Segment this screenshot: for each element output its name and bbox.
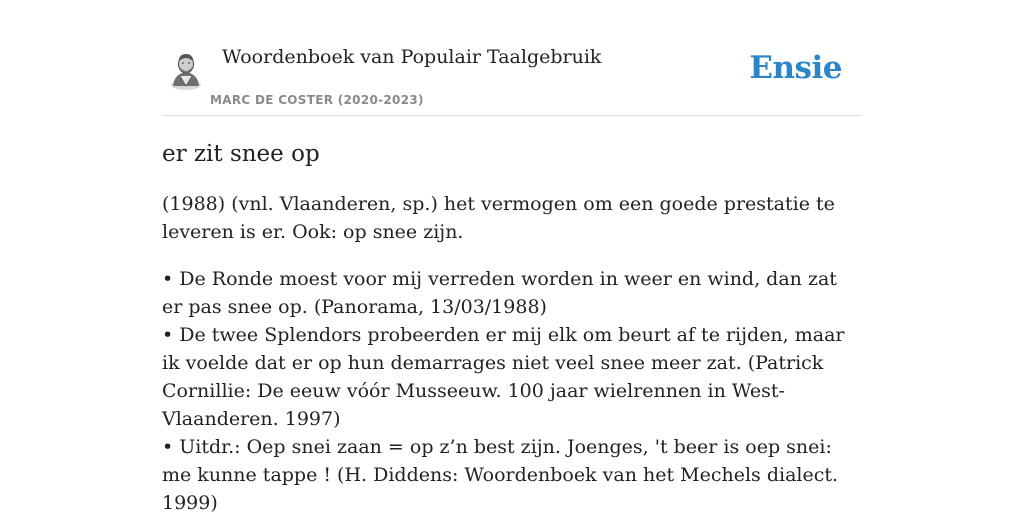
dictionary-title[interactable]: Woordenboek van Populair Taalgebruik — [222, 46, 602, 68]
author-portrait-icon — [168, 50, 204, 90]
dictionary-header — [162, 36, 862, 116]
example-item: • De twee Splendors probeerden er mij elk om beurt af te rijden, maar ik voelde dat er op hun demarrages niet veel snee meer zat. (Patrick Cornillie: De eeuw vóór Musseeuw. 100 jaar wielrennen in West-Vlaanderen. 1997) — [162, 324, 845, 430]
example-item: • De Ronde moest voor mij verreden worden in weer en wind, dan zat er pas snee op. (Panorama, 13/03/1988) — [162, 268, 837, 318]
entry-term: er zit snee op — [162, 141, 320, 167]
ensie-logo-link[interactable]: Ensie — [749, 50, 842, 86]
entry-examples — [162, 265, 862, 512]
author-byline[interactable]: MARC DE COSTER (2020-2023) — [210, 93, 424, 107]
entry-content — [162, 138, 862, 512]
example-item: • Uitdr.: Oep snei zaan = op z’n best zijn. Joenges, 't beer is oep snei: me kunne tappe ! (H. Diddens: Woordenboek van het Mechels dialect. 1999) — [162, 436, 839, 512]
entry-definition: (1988) (vnl. Vlaanderen, sp.) het vermogen om een goede prestatie te leveren is er. Ook: op snee zijn. — [162, 193, 835, 243]
